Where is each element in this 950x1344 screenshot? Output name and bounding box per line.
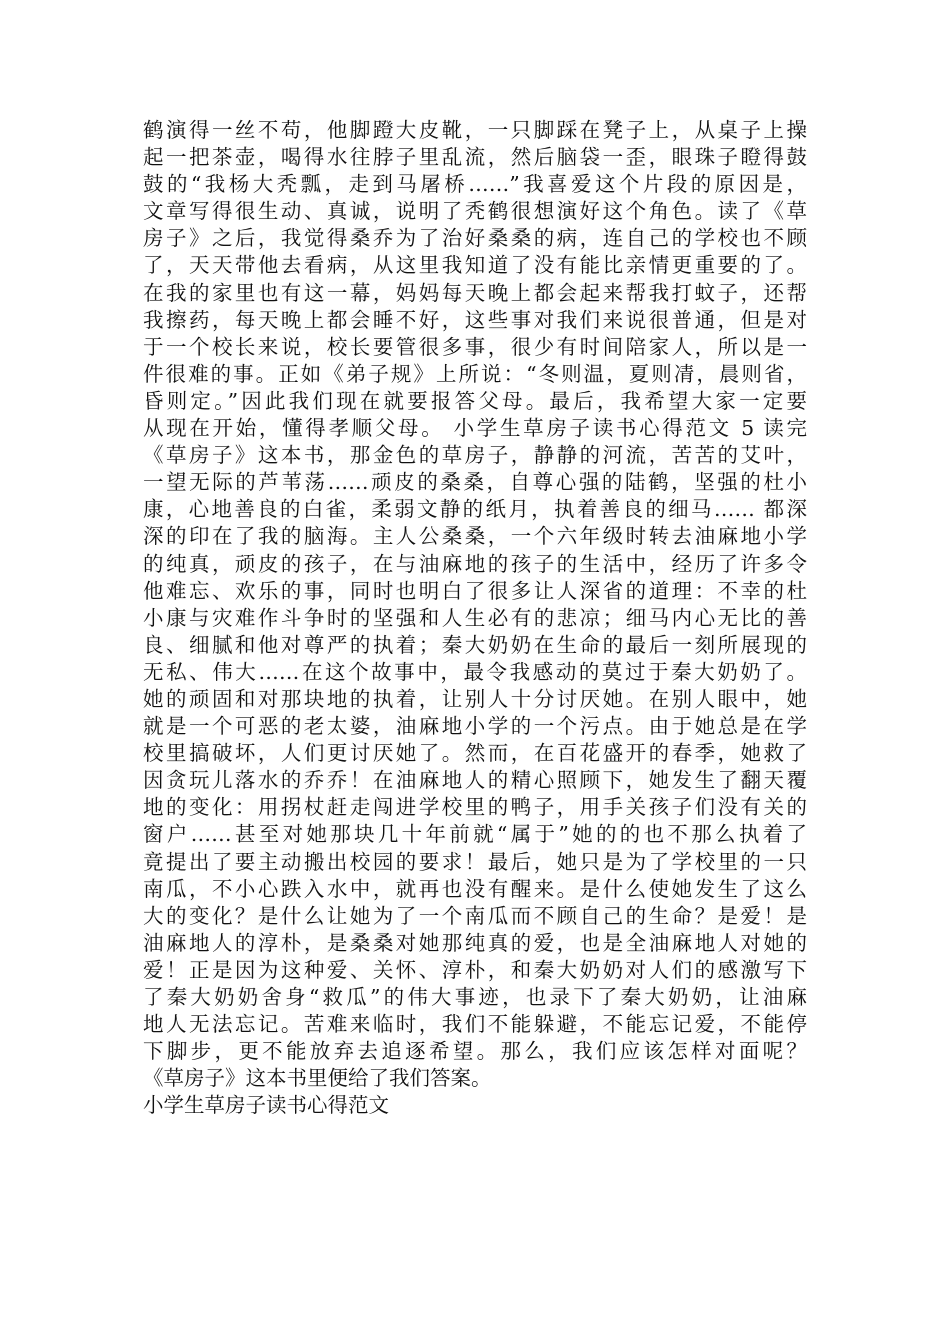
text-line: 《草房子》这本书，那金色的草房子，静静的河流，苦苦的艾叶，: [143, 443, 807, 468]
text-line: 了，天天带他去看病，从这里我知道了没有能比亲情更重要的了。: [143, 253, 807, 278]
text-line: 校里搞破坏，人们更讨厌她了。然而，在百花盛开的春季，她救了: [143, 741, 807, 766]
text-line: 无私、伟大……在这个故事中，最令我感动的莫过于秦大奶奶了。: [143, 659, 807, 684]
text-line: 在我的家里也有这一幕，妈妈每天晚上都会起来帮我打蚊子，还帮: [143, 280, 807, 305]
document-body: [143, 117, 807, 1119]
text-line: 南瓜，不小心跌入水中，就再也没有醒来。是什么使她发生了这么: [143, 876, 807, 901]
text-line: 他难忘、欢乐的事，同时也明白了很多让人深省的道理：不幸的杜: [143, 578, 807, 603]
text-line: 康，心地善良的白雀，柔弱文静的纸月，执着善良的细马…… 都深: [143, 497, 807, 522]
text-line: 地人无法忘记。苦难来临时，我们不能躲避，不能忘记爱，不能停: [143, 1012, 807, 1037]
text-line: 竟提出了要主动搬出校园的要求！最后，她只是为了学校里的一只: [143, 849, 807, 874]
text-line: 就是一个可恶的老太婆，油麻地小学的一个污点。由于她总是在学: [143, 714, 807, 739]
text-line: 爱！正是因为这种爱、关怀、淳朴，和秦大奶奶对人们的感激写下: [143, 957, 807, 982]
text-line: 我擦药，每天晚上都会睡不好，这些事对我们来说很普通，但是对: [143, 307, 807, 332]
text-line: 下脚步，更不能放弃去追逐希望。那么，我们应该怎样对面呢？: [143, 1039, 807, 1064]
text-line: 因贪玩儿落水的乔乔！在油麻地人的精心照顾下，她发生了翻天覆: [143, 768, 807, 793]
text-line: 鼓的“我杨大秃瓢，走到马屠桥……”我喜爱这个片段的原因是，: [143, 172, 807, 197]
text-line: 的纯真，顽皮的孩子，在与油麻地的孩子的生活中，经历了许多令: [143, 551, 807, 576]
text-line: 小康与灾难作斗争时的坚强和人生必有的悲凉；细马内心无比的善: [143, 605, 807, 630]
text-line: 于一个校长来说，校长要管很多事，很少有时间陪家人，所以是一: [143, 334, 807, 359]
text-line: 起一把茶壶，喝得水往脖子里乱流，然后脑袋一歪，眼珠子瞪得鼓: [143, 145, 807, 170]
text-line: 良、细腻和他对尊严的执着；秦大奶奶在生命的最后一刻所展现的: [143, 632, 807, 657]
text-line: 《草房子》这本书里便给了我们答案。: [143, 1066, 492, 1091]
text-line: 文章写得很生动、真诚，说明了秃鹤很想演好这个角色。读了《草: [143, 199, 807, 224]
section-heading: 小学生草房子读书心得范文: [143, 1093, 389, 1118]
text-line: 她的顽固和对那块地的执着，让别人十分讨厌她。在别人眼中，她: [143, 686, 807, 711]
text-line: 昏则定。”因此我们现在就要报答父母。最后，我希望大家一定要: [143, 388, 807, 413]
text-line: 件很难的事。正如《弟子规》上所说：“冬则温，夏则凊，晨则省，: [143, 361, 807, 386]
text-line: 从现在开始，懂得孝顺父母。 小学生草房子读书心得范文 5 读完: [143, 416, 807, 441]
text-line: 大的变化？是什么让她为了一个南瓜而不顾自己的生命？是爱！是: [143, 903, 807, 928]
text-line: 鹤演得一丝不苟，他脚蹬大皮靴，一只脚踩在凳子上，从桌子上操: [143, 118, 807, 142]
text-line: 油麻地人的淳朴，是桑桑对她那纯真的爱，也是全油麻地人对她的: [143, 930, 807, 955]
text-line: 了秦大奶奶舍身“救瓜”的伟大事迹，也录下了秦大奶奶，让油麻: [143, 985, 807, 1009]
text-line: 一望无际的芦苇荡……顽皮的桑桑，自尊心强的陆鹤，坚强的杜小: [143, 470, 807, 495]
text-line: 深的印在了我的脑海。主人公桑桑，一个六年级时转去油麻地小学: [143, 524, 807, 549]
text-line: 房子》之后，我觉得桑乔为了治好桑桑的病，连自己的学校也不顾: [143, 226, 807, 251]
text-line: 地的变化：用拐杖赶走闯进学校里的鸭子，用手关孩子们没有关的: [143, 795, 807, 820]
text-line: 窗户……甚至对她那块几十年前就“属于”她的的也不那么执着了: [143, 822, 807, 847]
